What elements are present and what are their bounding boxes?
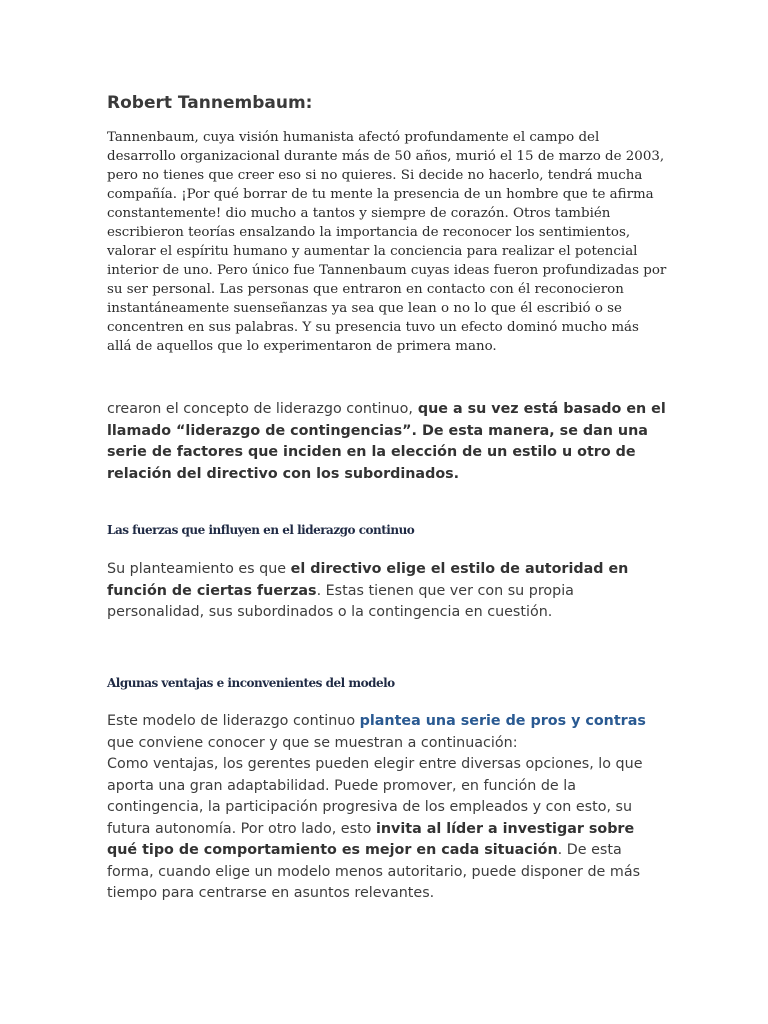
ventajas-text-b: que conviene conocer y que se muestran a continuación: bbox=[107, 734, 518, 751]
fuerzas-bold-text: el directivo elige el estilo de autoridad en función de ciertas fuerzas bbox=[107, 561, 629, 599]
fuerzas-paragraph bbox=[107, 559, 667, 624]
ventajas-text-c: Como ventajas, los gerentes pueden elegir entre diversas opciones, lo que aporta una gran adaptabilidad. Puede promover, en función de la contingencia, la participación progresiva de los empleados y con esto, su futura autonomía. Por otro lado, esto bbox=[107, 756, 643, 837]
fuerzas-text-b: . Estas tienen que ver con su propia personalidad, sus subordinados o la contingencia en cuestión. bbox=[107, 582, 574, 620]
concept-paragraph bbox=[107, 399, 667, 485]
fuerzas-text-a: Su planteamiento es que bbox=[107, 561, 291, 577]
concept-plain-text: crearon el concepto de liderazgo continuo, bbox=[107, 401, 413, 417]
ventajas-bold-text: invita al líder a investigar sobre qué tipo de comportamiento es mejor en cada situación bbox=[107, 820, 635, 858]
section-heading-fuerzas: Las fuerzas que influyen en el liderazgo continuo bbox=[107, 523, 415, 537]
intro-paragraph: Tannenbaum, cuya visión humanista afectó profundamente el campo del desarrollo organizacional durante más de 50 años, murió el 15 de marzo de 2003, pero no tienes que creer eso si no quieres. Si decide no hacerlo, tendrá mucha compañía. ¡Por qué borrar de tu mente la presencia de un hombre que te afirma constantemente! dio mucho a tantos y siempre de corazón. Otros también escribieron teorías ensalzando la importancia de reconocer los sentimientos, valorar el espíritu humano y aumentar la conciencia para realizar el potencial interior de uno. Pero único fue Tannenbaum cuyas ideas fueron profundizadas por su ser personal. Las personas que entraron en contacto con él reconocieron instantáneamente suenseñanzas ya sea que lean o no lo que él escribió o se concentren en sus palabras. Y su presencia tuvo un efecto dominó mucho más allá de aquellos que lo experimentaron de primera mano. bbox=[107, 130, 667, 354]
concept-bold-text: que a su vez está basado en el llamado “liderazgo de contingencias”. De esta manera, se dan una serie de factores que inciden en la elección de un estilo u otro de relación del directivo con los subordinados. bbox=[107, 401, 666, 482]
ventajas-text-a: Este modelo de liderazgo continuo bbox=[107, 713, 360, 729]
pros-contras-link[interactable]: plantea una serie de pros y contras bbox=[359, 713, 646, 729]
page-title: Robert Tannembaum: bbox=[107, 93, 313, 113]
section-heading-ventajas: Algunas ventajas e inconvenientes del modelo bbox=[107, 676, 395, 690]
ventajas-text-d: . De esta forma, cuando elige un modelo menos autoritario, puede disponer de más tiempo para centrarse en asuntos relevantes. bbox=[107, 842, 641, 901]
ventajas-paragraph bbox=[107, 711, 667, 905]
